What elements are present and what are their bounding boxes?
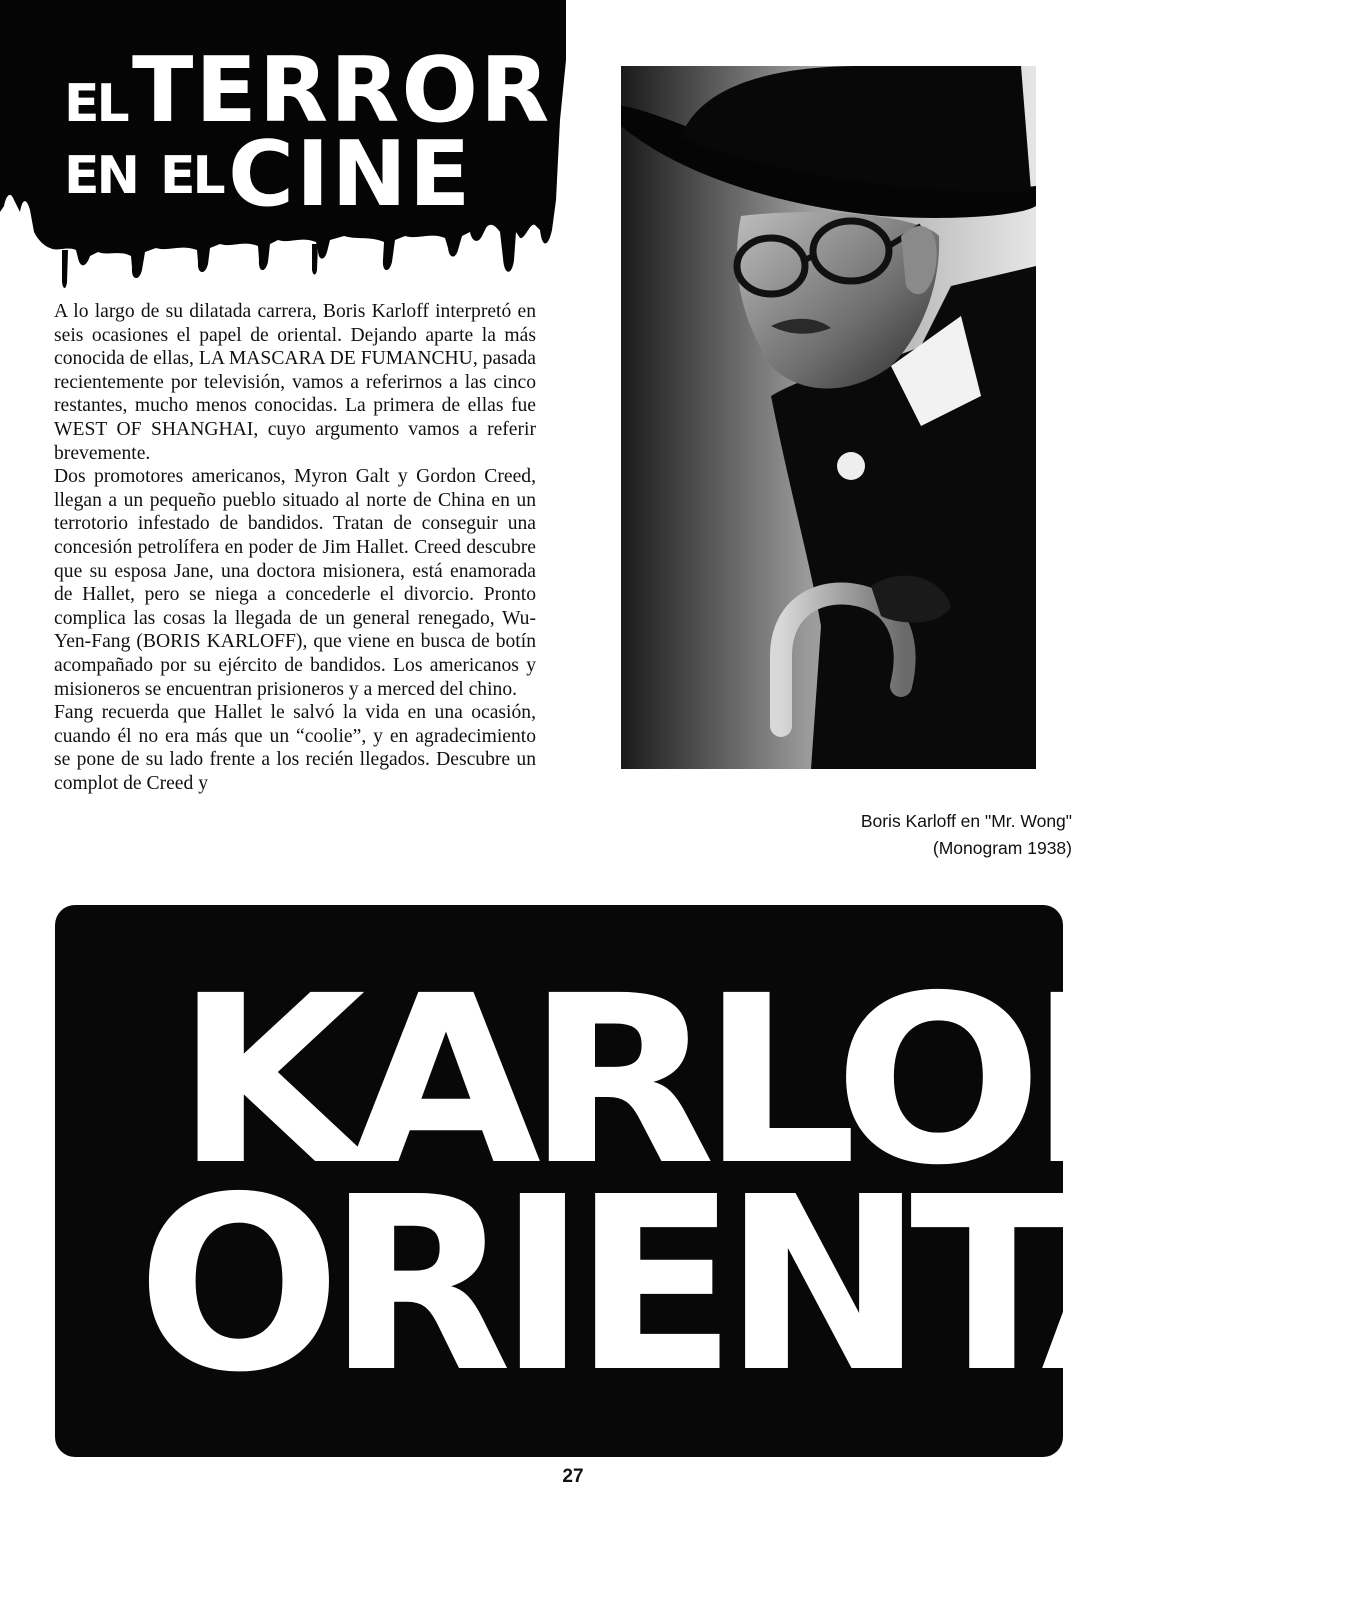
title-line-oriental: ORIENTAL: [137, 1145, 1352, 1425]
section-logo: [0, 0, 570, 290]
logo-word-el: EL: [64, 74, 127, 134]
portrait-image: [621, 66, 1036, 769]
logo-word-cine: CINE: [228, 122, 473, 227]
title-box: [55, 905, 1352, 1457]
article-paragraph: Dos promotores americanos, Myron Galt y Gordon Creed, llegan a un pequeño pueblo situado al norte de China en un terrotorio infestado de bandidos. Tratan de conseguir una concesión petrolífera en poder de Jim Hallet. Creed descubre que su esposa Jane, una doctora misionera, está enamorada de Hallet, pero se niega a concederle el divorcio. Pronto complica las cosas la llegada de un general renegado, Wu-Yen-Fang (BORIS KARLOFF), que viene en busca de botín acompañado por su ejército de bandidos. Los americanos y misioneros se encuentran prisioneros y a merced del chino.: [54, 466, 536, 700]
article-paragraph: Fang recuerda que Hallet le salvó la vida en una ocasión, cuando él no era más que un “coolie”, y en agradecimiento se pone de su lado frente a los recién llegados. Descubre un complot de Creed y: [54, 702, 536, 794]
page-number: 27: [562, 1466, 584, 1487]
logo-word-terror: TERROR: [132, 38, 552, 143]
karloff-photo: [621, 66, 1036, 769]
logo-word-en: EN: [64, 146, 138, 206]
article-paragraph: A lo largo de su dilatada carrera, Boris Karloff interpretó en seis ocasiones el papel de oriental. Dejando aparte la más conocida de ellas, LA MASCARA DE FUMANCHU, pasada recientemente por televisión, vamos a referirnos a las cinco restantes, mucho menos conocidas. La primera de ellas fue WEST OF SHANGHAI, cuyo argumento vamos a referir brevemente.: [54, 301, 536, 464]
title-line-karloff: KARLOFF: [175, 946, 1335, 1216]
article-body: [54, 300, 536, 795]
logo-word-el-2: EL: [160, 146, 223, 206]
caption-line: (Monogram 1938): [932, 838, 1072, 858]
photo-caption: [760, 808, 1072, 862]
caption-line: Boris Karloff en "Mr. Wong": [860, 811, 1072, 831]
